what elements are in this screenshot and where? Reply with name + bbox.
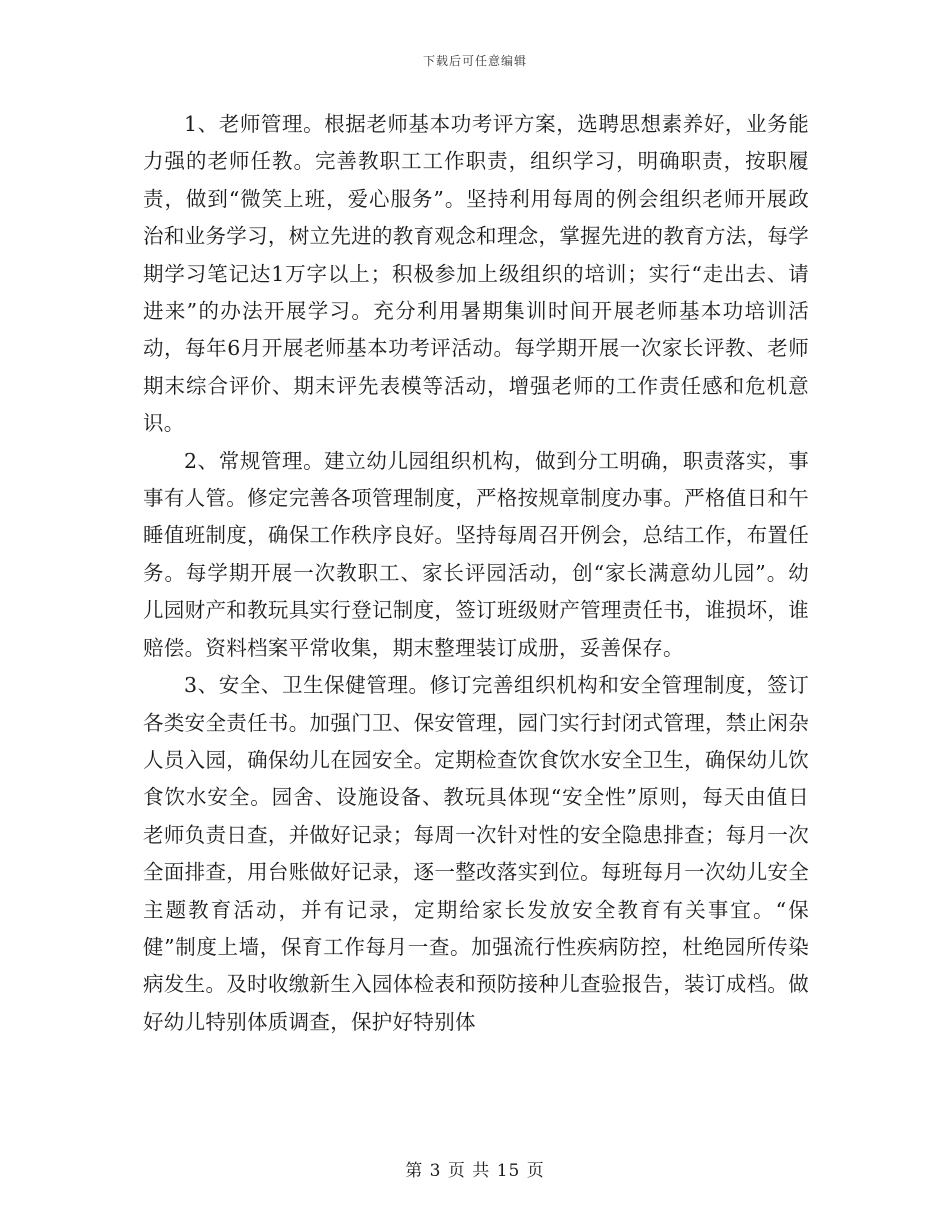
paragraph-routine-management: 2、常规管理。建立幼儿园组织机构，做到分工明确，职责落实，事事有人管。修定完善各项管理制度，严格按规章制度办事。严格值日和午睡值班制度，确保工作秩序良好。坚持每周召开例会，总结工作，布置任务。每学期开展一次教职工、家长评园活动，创“家长满意幼儿园”。幼儿园财产和教玩具实行登记制度，签订班级财产管理责任书，谁损坏，谁赔偿。资料档案平常收集，期末整理装订成册，妥善保存。 bbox=[143, 448, 809, 660]
paragraph-teacher-management: 1、老师管理。根据老师基本功考评方案，选聘思想素养好，业务能力强的老师任教。完善教职工工作职责，组织学习，明确职责，按职履责，做到“微笑上班，爱心服务”。坚持利用每周的例会组织老师开展政治和业务学习，树立先进的教育观念和理念，掌握先进的教育方法，每学期学习笔记达1万字以上；积极参加上级组织的培训；实行“走出去、请进来”的办法开展学习。充分利用暑期集训时间开展老师基本功培训活动，每年6月开展老师基本功考评活动。每学期开展一次家长评教、老师期末综合评价、期末评先表模等活动，增强老师的工作责任感和危机意识。 bbox=[143, 112, 809, 436]
page-header-note: 下载后可任意编辑 bbox=[422, 54, 527, 68]
paragraph-safety-health-management: 3、安全、卫生保健管理。修订完善组织机构和安全管理制度，签订各类安全责任书。加强门卫、保安管理，园门实行封闭式管理，禁止闲杂人员入园，确保幼儿在园安全。定期检查饮食饮水安全卫生，确保幼儿饮食饮水安全。园舍、设施设备、教玩具体现“安全性”原则，每天由值日老师负责日查，并做好记录；每周一次针对性的安全隐患排查；每月一次全面排查，用台账做好记录，逐一整改落实到位。每班每月一次幼儿安全主题教育活动，并有记录，定期给家长发放安全教育有关事宜。“保健”制度上墙，保育工作每月一查。加强流行性疾病防控，杜绝园所传染病发生。及时收缴新生入园体检表和预防接种儿查验报告，装订成档。做好幼儿特别体质调查，保护好特别体 bbox=[143, 673, 809, 1034]
page-number: 第 3 页 共 15 页 bbox=[405, 1161, 545, 1181]
document-body bbox=[143, 106, 809, 1041]
